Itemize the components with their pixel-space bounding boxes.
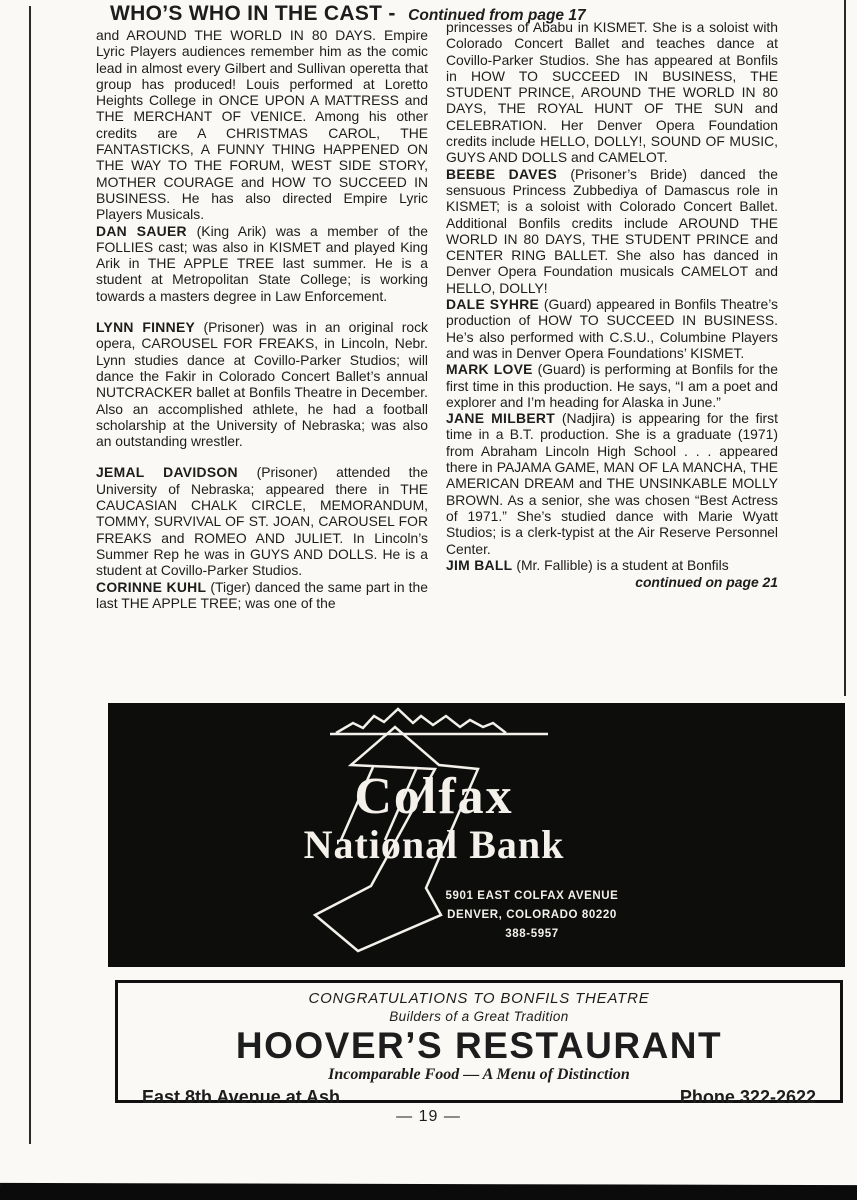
bio-paragraph: BEEBE DAVES (Prisoner’s Bride) danced the sensuous Princess Zubbediya of Damascus role in KISMET; is a soloist with Colorado Concert Ballet. Additional Bonfils credits include AROUND THE WORLD IN 80 DAYS, THE STUDENT PRINCE and CENTER RING BALLET. She also has danced in Denver Opera Foundation musicals CAMELOT and HELLO, DOLLY! — [446, 165, 778, 296]
colfax-city-address: DENVER, COLORADO 80220 — [447, 909, 617, 921]
cast-member-name: CORINNE KUHL — [96, 578, 211, 595]
hoover-subtitle: Builders of a Great Tradition — [389, 1009, 569, 1024]
colfax-address-block — [446, 887, 619, 944]
hoover-tagline: Incomparable Food — A Menu of Distinction — [328, 1066, 630, 1083]
page-edge-line-right — [844, 0, 846, 696]
cast-member-name: JIM BALL — [446, 556, 517, 573]
hoovers-restaurant-ad — [115, 980, 843, 1107]
cast-member-name: JANE MILBERT — [446, 410, 562, 427]
hoover-contact-row — [118, 1087, 840, 1108]
cast-member-name: MARK LOVE — [446, 361, 538, 378]
hoover-phone: Phone 322-2622 — [679, 1087, 816, 1107]
cast-member-name: JEMAL DAVIDSON — [96, 464, 257, 481]
colfax-bank-ad — [108, 703, 845, 967]
hoover-address: East 8th Avenue at Ash — [142, 1087, 341, 1107]
right-column — [446, 19, 778, 590]
bio-paragraph: JIM BALL (Mr. Fallible) is a student at Bonfils — [446, 556, 729, 573]
bio-paragraph: DALE SYHRE (Guard) appeared in Bonfils Theatre’s production of HOW TO SUCCEED IN BUSINESS. He’s also performed with C.S.U., Columbine Players and was in Denver Opera Foundations’ KISMET. — [446, 296, 778, 361]
cast-member-name: DAN SAUER — [96, 222, 197, 239]
bio-paragraph: CORINNE KUHL (Tiger) danced the same part in the last THE APPLE TREE; was one of the — [96, 578, 428, 611]
bio-paragraph: JEMAL DAVIDSON (Prisoner) attended the University of Nebraska; appeared there in THE CAUCASIAN CHALK CIRCLE, MEMORANDUM, TOMMY, SURVIVAL OF ST. JOAN, CAROUSEL FOR FREAKS and ROMEO AND JULIET. In Lincoln’s Summer Rep he was in GUYS AND DOLLS. He is a student at Covillo-Parker Studios. — [96, 464, 428, 579]
bio-paragraph: LYNN FINNEY (Prisoner) was in an original rock opera, CAROUSEL FOR FREAKS, in Lincoln, Nebr. Lynn studies dance at Covillo-Parker Studios; will dance the Fakir in Colorado Concert Ballet’s annual NUTCRACKER ballet at Bonfils Theatre in December. Also an accomplished athlete, he had a football scholarship at the University of Nebraska; was also an outstanding wrestler. — [96, 319, 428, 450]
bio-paragraph: and AROUND THE WORLD IN 80 DAYS. Empire Lyric Players audiences remember him as the comic lead in almost every Gilbert and Sullivan operetta that group has produced! Louis performed at Loretto Heights College in ONCE UPON A MATTRESS and THE MERCHANT OF VENICE. Among his other credits are A CHRISTMAS CAROL, THE FANTASTICKS, A FUNNY THING HAPPENED ON THE WAY TO THE FORUM, WEST SIDE STORY, MOTHER COURAGE and HOW TO SUCCEED IN BUSINESS. He has also directed Empire Lyric Players Musicals. — [96, 27, 428, 223]
bio-paragraph: DAN SAUER (King Arik) was a member of the FOLLIES cast; was also in KISMET and played King Arik in THE APPLE TREE last summer. He is a student at Metropolitan State College; is working towards a masters degree in Law Enforcement. — [96, 222, 428, 304]
page-number: — 19 — — [396, 1108, 461, 1125]
colfax-logo-text — [303, 768, 565, 867]
cast-member-name: DALE SYHRE — [446, 296, 544, 313]
continued-on-note: continued on page 21 — [635, 574, 778, 591]
colfax-name-line2: National Bank — [303, 822, 565, 867]
scan-bottom-band — [0, 1183, 857, 1200]
hoover-restaurant-name: HOOVER’S RESTAURANT — [235, 1025, 723, 1066]
bio-paragraph: JANE MILBERT (Nadjira) is appearing for the first time in a B.T. production. She is a graduate (1971) from Abraham Lincoln High School . . . appeared there in PAJAMA GAME, MAN OF LA MANCHA, THE AMERICAN DREAM and THE UNSINKABLE MOLLY BROWN. As a senior, she was chosen “Best Actress of 1971.” She’s studied dance with Marie Wyatt Studios; is a clerk-typist at the Air Reserve Personnel Center. — [446, 410, 778, 557]
colfax-phone: 388-5957 — [505, 928, 559, 940]
cast-member-name: LYNN FINNEY — [96, 319, 204, 336]
left-column — [96, 27, 428, 611]
page-title: WHO’S WHO IN THE CAST - — [110, 2, 396, 25]
colfax-street-address: 5901 EAST COLFAX AVENUE — [445, 890, 619, 902]
colfax-name-line1: Colfax — [354, 768, 514, 825]
continued-from-note: Continued from page 17 — [408, 7, 586, 24]
hoover-congrats-line: CONGRATULATIONS TO BONFILS THEATRE — [308, 990, 650, 1007]
cast-member-name: BEEBE DAVES — [446, 165, 571, 182]
page-edge-line-left — [29, 6, 31, 1144]
bio-paragraph: princesses of Ababu in KISMET. She is a soloist with Colorado Concert Ballet and teaches dance at Covillo-Parker Studios. She has appeared at Bonfils in HOW TO SUCCEED IN BUSINESS, THE STUDENT PRINCE, AROUND THE WORLD IN 80 DAYS, THE ROYAL HUNT OF THE SUN and CELEBRATION. Her Denver Opera Foundation credits include HELLO, DOLLY!, SOUND OF MUSIC, GUYS AND DOLLS and CAMELOT. — [446, 19, 778, 166]
bio-paragraph: MARK LOVE (Guard) is performing at Bonfils for the first time in this production. He says, “I am a poet and explorer and I’m heading for Alaska in June.” — [446, 361, 778, 410]
